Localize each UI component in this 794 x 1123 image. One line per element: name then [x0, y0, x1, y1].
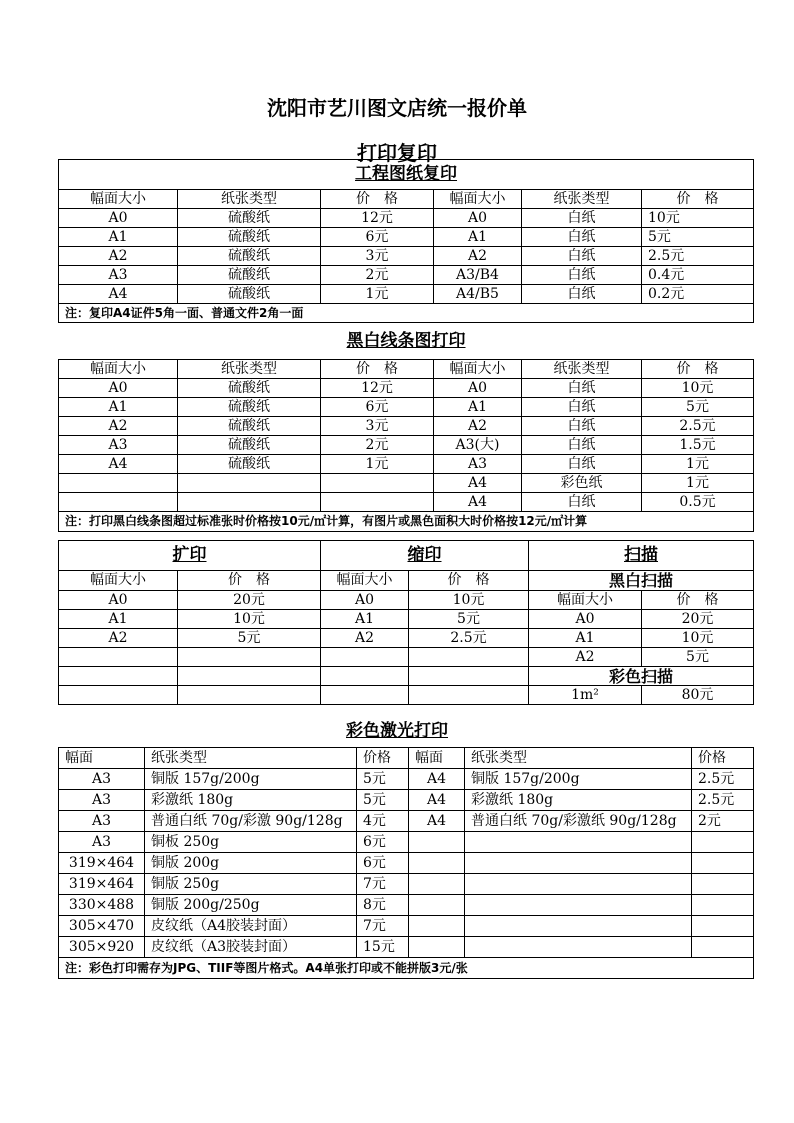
enlarge-reduce-scan-table	[58, 540, 754, 705]
scan-price-cell: 5元	[642, 648, 754, 667]
table-cell: 硫酸纸	[178, 398, 321, 417]
table-cell: A2	[434, 247, 522, 266]
reduce-size-cell: A2	[321, 629, 409, 648]
table-cell: A2	[59, 247, 178, 266]
header-cell: 幅面大小	[529, 591, 642, 610]
reduce-size-cell: A0	[321, 591, 409, 610]
reduce-size-cell: A1	[321, 610, 409, 629]
table-cell: 白纸	[522, 379, 642, 398]
table-cell: 2.5元	[692, 790, 754, 811]
color-laser-table	[58, 747, 754, 979]
table-cell: 12元	[321, 379, 434, 398]
table-cell: 319×464	[59, 874, 145, 895]
table-cell	[409, 832, 465, 853]
table-cell	[692, 916, 754, 937]
table-cell: 10元	[642, 209, 754, 228]
engineering-rows	[59, 209, 754, 304]
reduce-size-cell	[321, 667, 409, 686]
table-cell: 铜版 200g/250g	[145, 895, 357, 916]
table-cell: 彩激纸 180g	[145, 790, 357, 811]
table-row	[59, 455, 754, 474]
table-cell: 彩色纸	[522, 474, 642, 493]
reduce-heading: 缩印	[321, 541, 529, 571]
table-cell	[409, 895, 465, 916]
header-cell: 价 格	[642, 190, 754, 209]
table-cell	[409, 916, 465, 937]
table-cell: 白纸	[522, 436, 642, 455]
table-cell	[465, 874, 692, 895]
empty-cell	[178, 686, 321, 705]
table-row	[59, 266, 754, 285]
header-cell: 幅面大小	[434, 360, 522, 379]
header-cell: 价 格	[642, 591, 754, 610]
enlarge-heading: 扩印	[59, 541, 321, 571]
table-cell: 0.2元	[642, 285, 754, 304]
table-cell: A4	[434, 493, 522, 512]
table-cell: 普通白纸 70g/彩激纸 90g/128g	[465, 811, 692, 832]
table-cell: 305×470	[59, 916, 145, 937]
table-cell	[465, 895, 692, 916]
table-cell: A3	[59, 832, 145, 853]
header-cell: 纸张类型	[178, 360, 321, 379]
empty-cell	[321, 686, 409, 705]
table-cell: 铜版 250g	[145, 874, 357, 895]
table-cell: A0	[434, 379, 522, 398]
table-cell: 1元	[642, 455, 754, 474]
table-cell: 8元	[357, 895, 409, 916]
enlarge-size-cell	[59, 648, 178, 667]
header-cell: 幅面大小	[434, 190, 522, 209]
enlarge-price-cell: 5元	[178, 629, 321, 648]
empty-cell	[59, 686, 178, 705]
table-cell: 15元	[357, 937, 409, 958]
table-cell: 3元	[321, 247, 434, 266]
bw-scan-heading: 黑白扫描	[529, 571, 754, 591]
scan-size-cell: A0	[529, 610, 642, 629]
table-row	[59, 474, 754, 493]
table-cell: A3(大)	[434, 436, 522, 455]
table-cell	[178, 474, 321, 493]
table-cell: 3元	[321, 417, 434, 436]
table-cell	[409, 937, 465, 958]
table-cell: A4	[409, 790, 465, 811]
table-cell: A1	[59, 228, 178, 247]
table-cell	[692, 832, 754, 853]
table-row	[59, 937, 754, 958]
table-cell: 2.5元	[642, 417, 754, 436]
reduce-price-cell	[409, 648, 529, 667]
table-cell: 5元	[357, 790, 409, 811]
bw-line-heading: 黑白线条图打印	[59, 323, 754, 360]
reduce-size-cell	[321, 648, 409, 667]
table-cell: A3	[59, 769, 145, 790]
table-cell	[465, 832, 692, 853]
header-cell: 幅面	[409, 748, 465, 769]
table-cell: 6元	[321, 228, 434, 247]
table-row	[59, 769, 754, 790]
engineering-header-row	[59, 190, 754, 209]
table-cell	[692, 895, 754, 916]
scan-price-cell: 10元	[642, 629, 754, 648]
engineering-note: 注：复印A4证件5角一面、普通文件2角一面	[59, 304, 754, 323]
table-row	[59, 895, 754, 916]
table-row	[59, 811, 754, 832]
color-laser-heading: 彩色激光打印	[346, 721, 448, 741]
bw-line-header-row	[59, 360, 754, 379]
table-cell: A1	[434, 398, 522, 417]
table-cell: 7元	[357, 874, 409, 895]
table-cell: 0.5元	[642, 493, 754, 512]
table-cell: 12元	[321, 209, 434, 228]
table-cell: A3	[59, 811, 145, 832]
table-cell: A3	[434, 455, 522, 474]
table-row	[59, 436, 754, 455]
scan-heading: 扫描	[529, 541, 754, 571]
bw-line-rows	[59, 379, 754, 512]
table-cell: 硫酸纸	[178, 285, 321, 304]
table-cell: A4	[409, 811, 465, 832]
table-cell: 白纸	[522, 266, 642, 285]
table-cell	[465, 937, 692, 958]
table-cell: 1元	[321, 285, 434, 304]
table-cell: 白纸	[522, 285, 642, 304]
scan-size-cell: A2	[529, 648, 642, 667]
table-cell: 1元	[321, 455, 434, 474]
color-scan-heading: 彩色扫描	[529, 667, 754, 686]
table-cell: A2	[59, 417, 178, 436]
header-cell: 价格	[692, 748, 754, 769]
table-cell	[409, 853, 465, 874]
enlarge-price-cell: 10元	[178, 610, 321, 629]
table-cell	[692, 853, 754, 874]
table-cell: A0	[59, 209, 178, 228]
color-laser-rows	[59, 769, 754, 958]
header-cell: 幅面	[59, 748, 145, 769]
table-cell: 5元	[642, 398, 754, 417]
header-cell: 价 格	[321, 360, 434, 379]
table-cell: 319×464	[59, 853, 145, 874]
scan-price-cell: 80元	[642, 686, 754, 705]
header-cell: 纸张类型	[145, 748, 357, 769]
enlarge-size-cell: A2	[59, 629, 178, 648]
table-row	[59, 916, 754, 937]
table-cell: 白纸	[522, 455, 642, 474]
header-cell: 幅面大小	[321, 571, 409, 591]
table-cell	[465, 916, 692, 937]
table-cell: 2元	[692, 811, 754, 832]
table-cell: A3	[59, 436, 178, 455]
table-cell	[59, 493, 178, 512]
table-cell: 6元	[357, 832, 409, 853]
table-cell: 2.5元	[642, 247, 754, 266]
table-row	[59, 874, 754, 895]
table-row	[59, 247, 754, 266]
table-row	[59, 790, 754, 811]
table-cell: 硫酸纸	[178, 247, 321, 266]
table-cell: A4	[59, 455, 178, 474]
table-cell: 6元	[321, 398, 434, 417]
table-cell: 6元	[357, 853, 409, 874]
table-cell: 皮纹纸（A3胶装封面）	[145, 937, 357, 958]
enlarge-price-cell	[178, 667, 321, 686]
table-row	[59, 379, 754, 398]
table-cell: 5元	[357, 769, 409, 790]
table-cell	[321, 493, 434, 512]
table-cell: 白纸	[522, 228, 642, 247]
table-cell: 硫酸纸	[178, 266, 321, 285]
table-cell: 硫酸纸	[178, 379, 321, 398]
print-copy-table	[58, 159, 754, 532]
table-cell: 305×920	[59, 937, 145, 958]
table-cell: A4/B5	[434, 285, 522, 304]
table-cell: 白纸	[522, 209, 642, 228]
table-cell: A2	[434, 417, 522, 436]
enlarge-size-cell	[59, 667, 178, 686]
table-row	[59, 832, 754, 853]
table-cell: 硫酸纸	[178, 417, 321, 436]
table-row	[59, 285, 754, 304]
header-cell: 纸张类型	[178, 190, 321, 209]
table-cell: 铜版 157g/200g	[145, 769, 357, 790]
header-cell: 纸张类型	[465, 748, 692, 769]
table-cell: 2元	[321, 436, 434, 455]
header-cell: 价 格	[321, 190, 434, 209]
table-cell	[692, 874, 754, 895]
table-row	[59, 398, 754, 417]
page-title: 沈阳市艺川图文店统一报价单	[267, 96, 527, 120]
table-cell: A0	[434, 209, 522, 228]
color-laser-note: 注：彩色打印需存为JPG、TIIF等图片格式。A4单张打印或不能拼版3元/张	[59, 958, 754, 979]
table-cell	[465, 853, 692, 874]
table-cell: 10元	[642, 379, 754, 398]
table-cell: 铜版 200g	[145, 853, 357, 874]
header-cell: 价 格	[409, 571, 529, 591]
header-cell: 价格	[357, 748, 409, 769]
table-row	[59, 209, 754, 228]
table-cell	[59, 474, 178, 493]
table-row	[59, 493, 754, 512]
table-cell: 普通白纸 70g/彩激 90g/128g	[145, 811, 357, 832]
table-cell: 彩激纸 180g	[465, 790, 692, 811]
table-cell: 硫酸纸	[178, 455, 321, 474]
scan-size-cell: 1m²	[529, 686, 642, 705]
table-cell: 硫酸纸	[178, 209, 321, 228]
table-cell: A4	[434, 474, 522, 493]
table-cell: A3/B4	[434, 266, 522, 285]
header-cell: 价 格	[642, 360, 754, 379]
scan-price-cell: 20元	[642, 610, 754, 629]
table-cell: 2元	[321, 266, 434, 285]
table-cell: 白纸	[522, 417, 642, 436]
empty-cell	[409, 686, 529, 705]
header-cell: 幅面大小	[59, 190, 178, 209]
table-cell: A3	[59, 790, 145, 811]
header-cell: 纸张类型	[522, 190, 642, 209]
table-cell: 白纸	[522, 247, 642, 266]
reduce-price-cell: 2.5元	[409, 629, 529, 648]
table-cell: 330×488	[59, 895, 145, 916]
reduce-price-cell: 5元	[409, 610, 529, 629]
table-cell: A4	[409, 769, 465, 790]
table-cell: 5元	[642, 228, 754, 247]
enlarge-size-cell: A0	[59, 591, 178, 610]
table-cell: 硫酸纸	[178, 228, 321, 247]
table-cell	[409, 874, 465, 895]
page-subtitle: 打印复印	[357, 141, 437, 165]
table-cell: 7元	[357, 916, 409, 937]
reduce-price-cell	[409, 667, 529, 686]
table-cell: 铜板 250g	[145, 832, 357, 853]
bw-line-note: 注：打印黑白线条图超过标准张时价格按10元/㎡计算，有图片或黑色面积大时价格按12元/㎡计算	[59, 512, 754, 532]
table-cell: 皮纹纸（A4胶装封面）	[145, 916, 357, 937]
table-cell: 0.4元	[642, 266, 754, 285]
engineering-heading: 工程图纸复印	[59, 160, 754, 190]
color-laser-header-row	[59, 748, 754, 769]
table-cell	[321, 474, 434, 493]
header-cell: 价 格	[178, 571, 321, 591]
table-cell: 白纸	[522, 398, 642, 417]
table-cell: 2.5元	[692, 769, 754, 790]
header-cell: 幅面大小	[59, 360, 178, 379]
table-cell: A1	[434, 228, 522, 247]
reduce-price-cell: 10元	[409, 591, 529, 610]
table-row	[59, 853, 754, 874]
table-cell: A0	[59, 379, 178, 398]
enlarge-price-cell	[178, 648, 321, 667]
table-row	[59, 417, 754, 436]
table-cell: 硫酸纸	[178, 436, 321, 455]
header-cell: 纸张类型	[522, 360, 642, 379]
scan-size-cell: A1	[529, 629, 642, 648]
table-cell: 1.5元	[642, 436, 754, 455]
enlarge-price-cell: 20元	[178, 591, 321, 610]
table-row	[59, 228, 754, 247]
table-cell	[178, 493, 321, 512]
enlarge-size-cell: A1	[59, 610, 178, 629]
header-cell: 幅面大小	[59, 571, 178, 591]
table-cell: A3	[59, 266, 178, 285]
table-cell: 1元	[642, 474, 754, 493]
table-cell	[692, 937, 754, 958]
table-cell: 铜版 157g/200g	[465, 769, 692, 790]
table-cell: 白纸	[522, 493, 642, 512]
table-cell: 4元	[357, 811, 409, 832]
table-cell: A4	[59, 285, 178, 304]
table-cell: A1	[59, 398, 178, 417]
